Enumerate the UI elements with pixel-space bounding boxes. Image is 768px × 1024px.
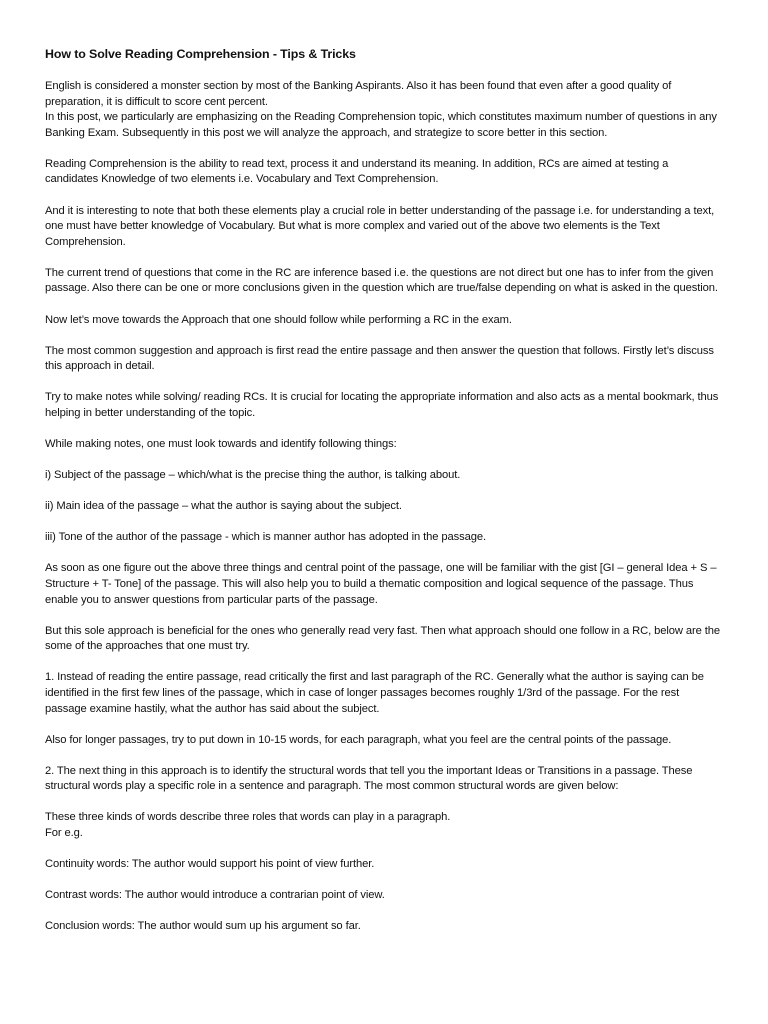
document-title: How to Solve Reading Comprehension - Tips & Tricks bbox=[45, 47, 356, 61]
paragraph: And it is interesting to note that both these elements play a crucial role in better understanding of the passage i.e. for understanding a text, one must have better knowledge of Vocabulary. But what is more complex and varied out of the above two elements is the Text Comprehension. bbox=[45, 204, 715, 248]
numbered-item: 2. The next thing in this approach is to identify the structural words that tell you the important Ideas or Transitions in a passage. These structural words play a specific role in a sentence and paragraph. The most common structural words are given below: bbox=[45, 764, 693, 793]
numbered-item: 1. Instead of reading the entire passage, read critically the first and last paragraph of the RC. Generally what the author is saying can be identified in the first few lines of the passage, which in case of longer passages becomes roughly 1/3rd of the passage. For the rest passage examine hastily, what the author has said about the subject. bbox=[45, 671, 704, 715]
list-item: ii) Main idea of the passage – what the author is saying about the subject. bbox=[45, 500, 402, 513]
paragraph: Now let’s move towards the Approach that one should follow while performing a RC in the exam. bbox=[45, 313, 512, 326]
paragraph: Contrast words: The author would introduce a contrarian point of view. bbox=[45, 889, 385, 902]
paragraph: English is considered a monster section by most of the Banking Aspirants. Also it has been found that even after a good quality of preparation, it is difficult to score cent percent. bbox=[45, 80, 672, 108]
paragraph: But this sole approach is beneficial for the ones who generally read very fast. Then what approach should one follow in a RC, below are the some of the approaches that one must try. bbox=[45, 624, 720, 653]
paragraph: As soon as one figure out the above three things and central point of the passage, one will be familiar with the gist [GI – general Idea + S – Structure + T- Tone] of the passage. This will also help you to build a thematic composition and logical sequence of the passage. Thus enable you to answer questions from particular parts of the passage. bbox=[45, 562, 717, 606]
paragraph: The most common suggestion and approach is first read the entire passage and then answer the question that follows. Firstly let’s discuss this approach in detail. bbox=[45, 344, 714, 373]
paragraph: The current trend of questions that come in the RC are inference based i.e. the questions are not direct but one has to infer from the given passage. Also there can be one or more conclusions given in the question which are true/false depending on what is asked in the question. bbox=[45, 266, 718, 295]
list-item: iii) Tone of the author of the passage - which is manner author has adopted in the passage. bbox=[45, 531, 486, 544]
paragraph: Also for longer passages, try to put down in 10-15 words, for each paragraph, what you feel are the central points of the passage. bbox=[45, 733, 672, 746]
paragraph: Reading Comprehension is the ability to read text, process it and understand its meaning. In addition, RCs are aimed at testing a candidates Knowledge of two elements i.e. Vocabulary and Text Comprehension. bbox=[45, 157, 669, 186]
paragraph: Try to make notes while solving/ reading RCs. It is crucial for locating the appropriate information and also acts as a mental bookmark, thus helping in better understanding of the topic. bbox=[45, 391, 719, 419]
document-body bbox=[45, 46, 723, 950]
list-item: i) Subject of the passage – which/what is the precise thing the author, is talking about. bbox=[45, 469, 461, 482]
paragraph: While making notes, one must look towards and identify following things: bbox=[45, 438, 397, 450]
paragraph: Conclusion words: The author would sum up his argument so far. bbox=[45, 920, 361, 933]
paragraph: These three kinds of words describe three roles that words can play in a paragraph. For e.g. bbox=[45, 811, 451, 839]
paragraph: In this post, we particularly are emphasizing on the Reading Comprehension topic, which constitutes maximum number of questions in any Banking Exam. Subsequently in this post we will analyze the approach, and strategize to score better in this section. bbox=[45, 111, 717, 139]
paragraph: Continuity words: The author would support his point of view further. bbox=[45, 858, 375, 871]
